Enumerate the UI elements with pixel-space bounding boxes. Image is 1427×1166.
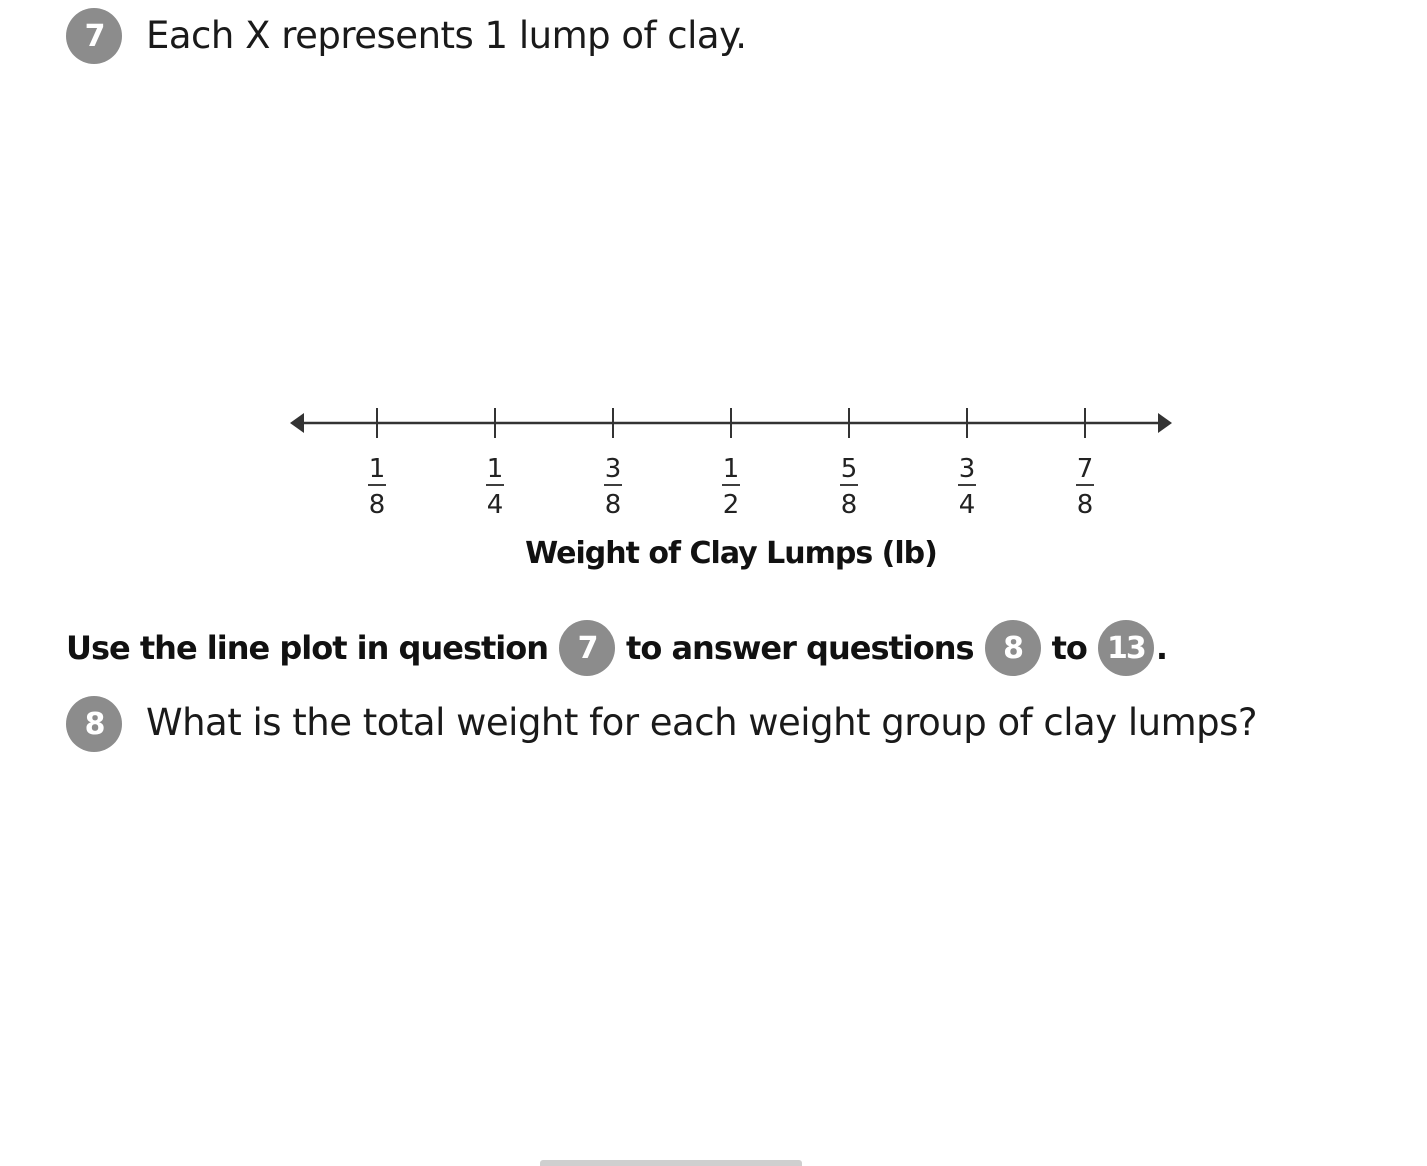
tick-label-numerator: 7 <box>1076 454 1094 484</box>
tick-label-numerator: 1 <box>486 454 504 484</box>
instruction-badge-7: 7 <box>559 620 615 676</box>
tick-label-numerator: 3 <box>604 454 622 484</box>
tick-label-fraction <box>604 454 622 520</box>
tick-label-denominator: 4 <box>486 490 504 520</box>
right-arrow-icon <box>1158 413 1172 433</box>
question-7-badge: 7 <box>66 8 122 64</box>
tick-label-fraction <box>722 454 740 520</box>
tick-label-fraction <box>1076 454 1094 520</box>
tick-label-denominator: 8 <box>840 490 858 520</box>
instruction-badge-8: 8 <box>985 620 1041 676</box>
tick-label-numerator: 1 <box>722 454 740 484</box>
bottom-scroll-indicator <box>540 1160 802 1166</box>
tick-label-numerator: 1 <box>368 454 386 484</box>
instruction-badge-13: 13 <box>1098 620 1154 676</box>
question-7-text: Each X represents 1 lump of clay. <box>146 14 747 57</box>
tick-label-fraction <box>958 454 976 520</box>
tick-label-numerator: 5 <box>840 454 858 484</box>
instruction-line <box>66 619 1167 677</box>
tick-label-fraction <box>486 454 504 520</box>
tick-label-denominator: 2 <box>722 490 740 520</box>
tick-label-denominator: 8 <box>1076 490 1094 520</box>
left-arrow-icon <box>290 413 304 433</box>
instruction-text-2: to answer questions <box>626 629 974 667</box>
tick-label-denominator: 8 <box>604 490 622 520</box>
tick-label-fraction <box>840 454 858 520</box>
question-8-text: What is the total weight for each weight group of clay lumps? <box>146 701 1258 744</box>
tick-label-numerator: 3 <box>958 454 976 484</box>
tick-label-denominator: 4 <box>958 490 976 520</box>
tick-label-fraction <box>368 454 386 520</box>
question-8-badge: 8 <box>66 696 122 752</box>
instruction-text-1: Use the line plot in question <box>66 629 549 667</box>
instruction-text-3: to <box>1051 629 1087 667</box>
instruction-period: . <box>1155 629 1167 667</box>
tick-label-denominator: 8 <box>368 490 386 520</box>
tick-labels <box>368 454 1094 520</box>
axis-label: Weight of Clay Lumps (lb) <box>525 536 937 571</box>
